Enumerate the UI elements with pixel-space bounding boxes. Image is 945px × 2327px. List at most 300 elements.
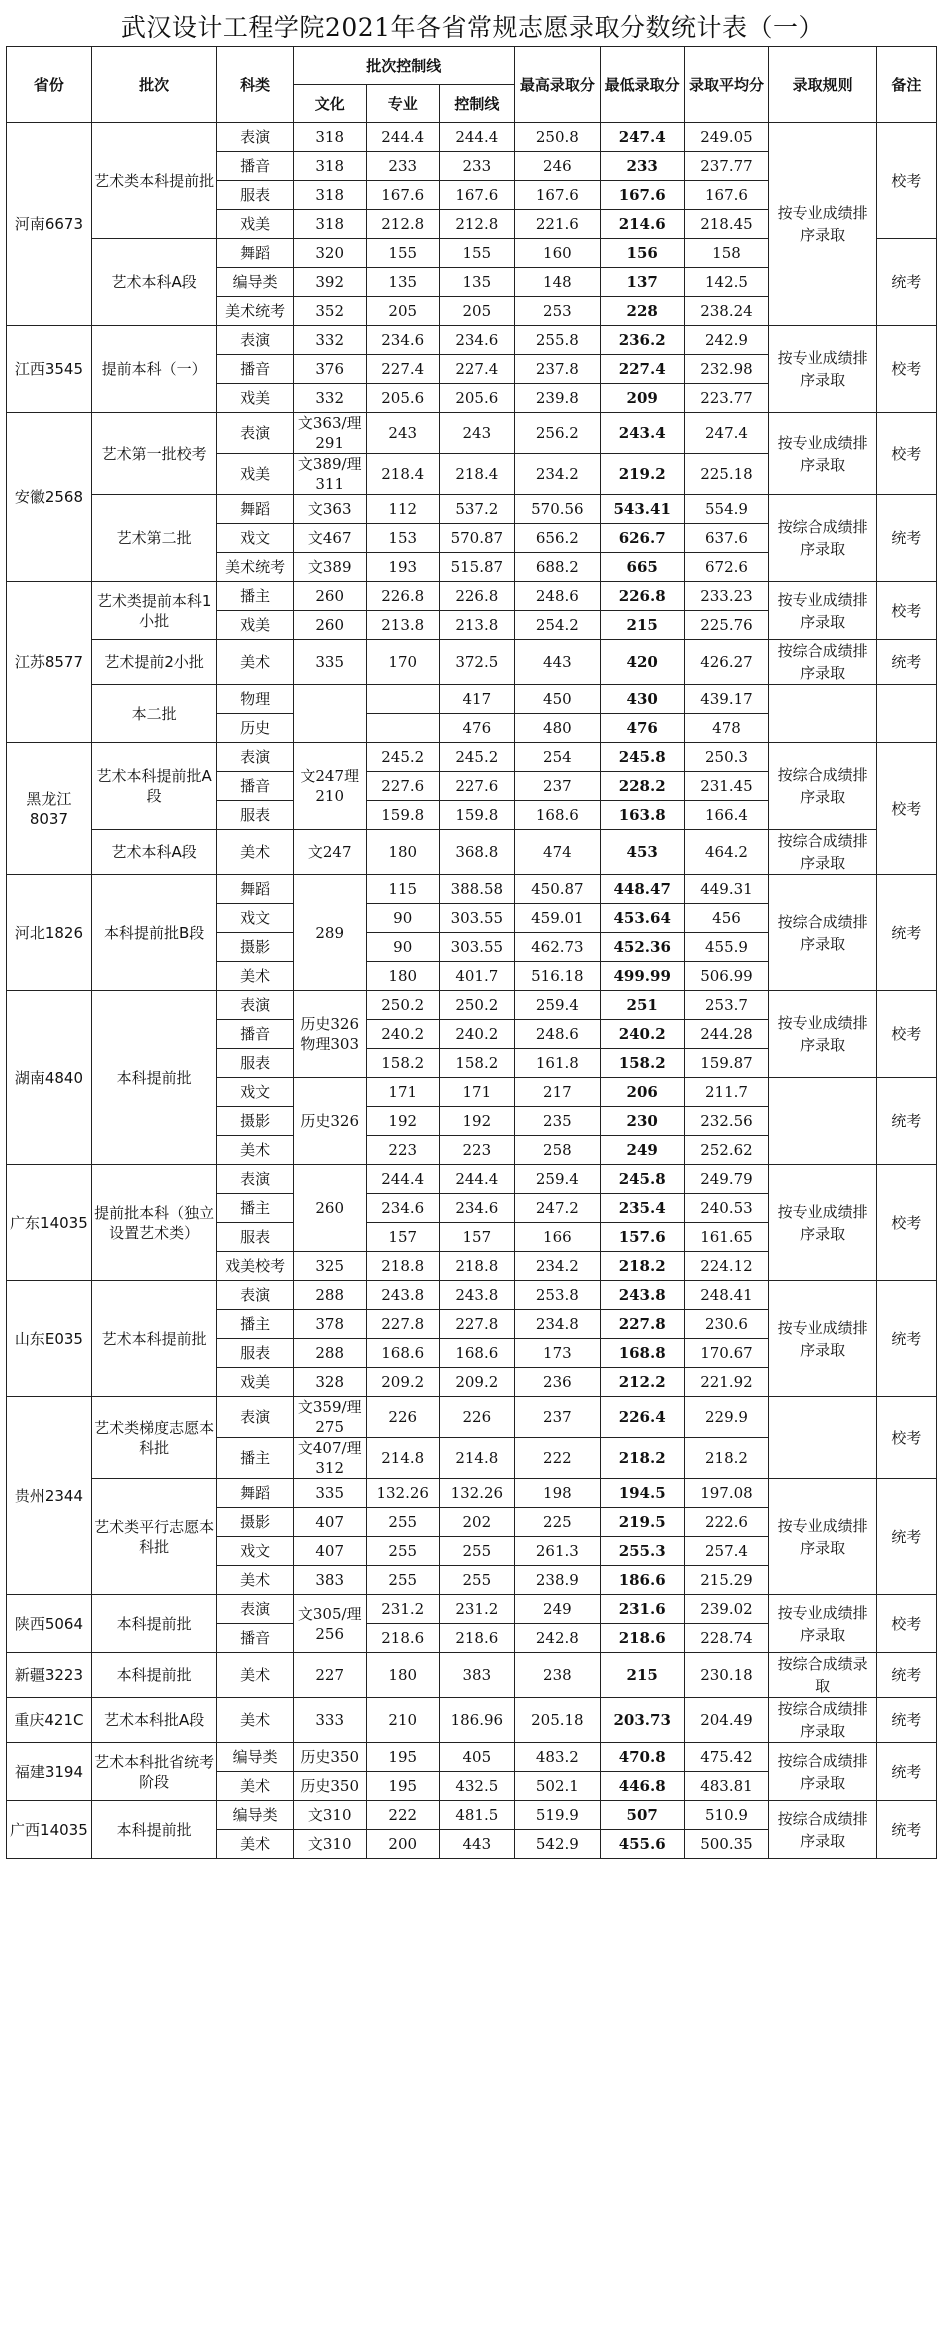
control-line-cell: 372.5 — [439, 640, 514, 685]
min-score-cell: 214.6 — [600, 210, 684, 239]
culture-cell: 335 — [293, 1479, 366, 1508]
province-cell: 陕西5064 — [7, 1595, 92, 1653]
min-score-cell: 247.4 — [600, 123, 684, 152]
table-row — [7, 685, 937, 714]
major-score-cell: 159.8 — [366, 801, 439, 830]
avg-score-cell: 456 — [684, 904, 769, 933]
culture-cell: 260 — [293, 611, 366, 640]
max-score-cell: 239.8 — [514, 384, 600, 413]
batch-cell: 本科提前批 — [91, 1595, 217, 1653]
table-row — [7, 640, 937, 685]
subject-cell: 播主 — [217, 1194, 293, 1223]
culture-cell: 318 — [293, 152, 366, 181]
rule-cell: 按综合成绩排序录取 — [769, 875, 876, 991]
rule-cell — [769, 685, 876, 743]
avg-score-cell: 510.9 — [684, 1801, 769, 1830]
major-score-cell: 223 — [366, 1136, 439, 1165]
max-score-cell: 462.73 — [514, 933, 600, 962]
control-line-cell: 255 — [439, 1537, 514, 1566]
control-line-cell: 223 — [439, 1136, 514, 1165]
control-line-cell: 192 — [439, 1107, 514, 1136]
avg-score-cell: 215.29 — [684, 1566, 769, 1595]
avg-score-cell: 253.7 — [684, 991, 769, 1020]
min-score-cell: 243.4 — [600, 413, 684, 454]
avg-score-cell: 500.35 — [684, 1830, 769, 1859]
avg-score-cell: 223.77 — [684, 384, 769, 413]
min-score-cell: 420 — [600, 640, 684, 685]
province-cell: 江苏8577 — [7, 582, 92, 743]
avg-score-cell: 249.79 — [684, 1165, 769, 1194]
remark-cell: 校考 — [876, 413, 936, 495]
max-score-cell: 237.8 — [514, 355, 600, 384]
max-score-cell: 234.2 — [514, 1252, 600, 1281]
subject-cell: 服表 — [217, 801, 293, 830]
control-line-cell: 255 — [439, 1566, 514, 1595]
culture-cell: 332 — [293, 384, 366, 413]
batch-cell: 艺术本科批A段 — [91, 1698, 217, 1743]
remark-cell: 校考 — [876, 326, 936, 413]
avg-score-cell: 506.99 — [684, 962, 769, 991]
min-score-cell: 156 — [600, 239, 684, 268]
major-score-cell: 227.8 — [366, 1310, 439, 1339]
culture-cell: 文363/理291 — [293, 413, 366, 454]
batch-cell: 艺术本科批省统考阶段 — [91, 1743, 217, 1801]
header-major: 专业 — [366, 85, 439, 123]
culture-cell: 407 — [293, 1508, 366, 1537]
culture-cell: 历史350 — [293, 1743, 366, 1772]
min-score-cell: 226.4 — [600, 1397, 684, 1438]
max-score-cell: 256.2 — [514, 413, 600, 454]
subject-cell: 美术 — [217, 962, 293, 991]
rule-cell: 按综合成绩排序录取 — [769, 1801, 876, 1859]
max-score-cell: 198 — [514, 1479, 600, 1508]
table-row — [7, 1653, 937, 1698]
min-score-cell: 167.6 — [600, 181, 684, 210]
remark-cell: 统考 — [876, 1801, 936, 1859]
major-score-cell: 233 — [366, 152, 439, 181]
header-max-score: 最高录取分 — [514, 47, 600, 123]
control-line-cell: 401.7 — [439, 962, 514, 991]
min-score-cell: 452.36 — [600, 933, 684, 962]
min-score-cell: 543.41 — [600, 495, 684, 524]
culture-cell: 376 — [293, 355, 366, 384]
major-score-cell: 240.2 — [366, 1020, 439, 1049]
subject-cell: 戏文 — [217, 1078, 293, 1107]
header-control-group: 批次控制线 — [293, 47, 514, 85]
avg-score-cell: 159.87 — [684, 1049, 769, 1078]
min-score-cell: 499.99 — [600, 962, 684, 991]
subject-cell: 舞蹈 — [217, 1479, 293, 1508]
subject-cell: 播主 — [217, 582, 293, 611]
major-score-cell: 180 — [366, 1653, 439, 1698]
rule-cell: 按综合成绩排序录取 — [769, 743, 876, 830]
subject-cell: 编导类 — [217, 268, 293, 297]
rule-cell: 按专业成绩排序录取 — [769, 326, 876, 413]
culture-cell: 文389/理311 — [293, 454, 366, 495]
remark-cell: 统考 — [876, 239, 936, 326]
major-score-cell: 245.2 — [366, 743, 439, 772]
subject-cell: 表演 — [217, 413, 293, 454]
culture-cell: 文467 — [293, 524, 366, 553]
min-score-cell: 243.8 — [600, 1281, 684, 1310]
major-score-cell: 168.6 — [366, 1339, 439, 1368]
province-cell: 新疆3223 — [7, 1653, 92, 1698]
remark-cell: 统考 — [876, 1743, 936, 1801]
control-line-cell: 205.6 — [439, 384, 514, 413]
rule-cell: 按综合成绩排序录取 — [769, 640, 876, 685]
remark-cell — [876, 685, 936, 743]
remark-cell: 统考 — [876, 1698, 936, 1743]
min-score-cell: 228 — [600, 297, 684, 326]
remark-cell: 校考 — [876, 123, 936, 239]
remark-cell: 校考 — [876, 1165, 936, 1281]
major-score-cell: 90 — [366, 904, 439, 933]
control-line-cell: 481.5 — [439, 1801, 514, 1830]
subject-cell: 表演 — [217, 743, 293, 772]
max-score-cell: 459.01 — [514, 904, 600, 933]
subject-cell: 美术统考 — [217, 297, 293, 326]
avg-score-cell: 483.81 — [684, 1772, 769, 1801]
min-score-cell: 158.2 — [600, 1049, 684, 1078]
subject-cell: 编导类 — [217, 1801, 293, 1830]
major-score-cell: 153 — [366, 524, 439, 553]
rule-cell: 按专业成绩排序录取 — [769, 991, 876, 1078]
province-cell: 黑龙江8037 — [7, 743, 92, 875]
max-score-cell: 248.6 — [514, 582, 600, 611]
min-score-cell: 218.2 — [600, 1438, 684, 1479]
min-score-cell: 228.2 — [600, 772, 684, 801]
header-rule: 录取规则 — [769, 47, 876, 123]
batch-cell: 艺术提前2小批 — [91, 640, 217, 685]
rule-cell: 按综合成绩排序录取 — [769, 1698, 876, 1743]
subject-cell: 美术 — [217, 1698, 293, 1743]
table-row — [7, 123, 937, 152]
avg-score-cell: 239.02 — [684, 1595, 769, 1624]
header-batch: 批次 — [91, 47, 217, 123]
max-score-cell: 688.2 — [514, 553, 600, 582]
table-row — [7, 1397, 937, 1438]
major-score-cell: 243.8 — [366, 1281, 439, 1310]
max-score-cell: 254 — [514, 743, 600, 772]
batch-cell: 艺术本科A段 — [91, 239, 217, 326]
max-score-cell: 516.18 — [514, 962, 600, 991]
max-score-cell: 249 — [514, 1595, 600, 1624]
major-score-cell: 170 — [366, 640, 439, 685]
control-line-cell: 368.8 — [439, 830, 514, 875]
header-control-line: 控制线 — [439, 85, 514, 123]
max-score-cell: 258 — [514, 1136, 600, 1165]
subject-cell: 表演 — [217, 326, 293, 355]
avg-score-cell: 221.92 — [684, 1368, 769, 1397]
control-line-cell: 218.4 — [439, 454, 514, 495]
major-score-cell: 115 — [366, 875, 439, 904]
rule-cell — [769, 1397, 876, 1479]
control-line-cell: 537.2 — [439, 495, 514, 524]
control-line-cell: 303.55 — [439, 904, 514, 933]
batch-cell: 本科提前批 — [91, 1801, 217, 1859]
culture-cell: 历史350 — [293, 1772, 366, 1801]
subject-cell: 编导类 — [217, 1743, 293, 1772]
max-score-cell: 234.8 — [514, 1310, 600, 1339]
culture-cell: 文310 — [293, 1830, 366, 1859]
min-score-cell: 470.8 — [600, 1743, 684, 1772]
control-line-cell: 213.8 — [439, 611, 514, 640]
header-min-score: 最低录取分 — [600, 47, 684, 123]
avg-score-cell: 248.41 — [684, 1281, 769, 1310]
culture-cell: 文359/理275 — [293, 1397, 366, 1438]
province-cell: 重庆421C — [7, 1698, 92, 1743]
major-score-cell: 255 — [366, 1566, 439, 1595]
batch-cell: 艺术本科提前批A段 — [91, 743, 217, 830]
subject-cell: 美术统考 — [217, 553, 293, 582]
max-score-cell: 483.2 — [514, 1743, 600, 1772]
max-score-cell: 167.6 — [514, 181, 600, 210]
max-score-cell: 450 — [514, 685, 600, 714]
subject-cell: 摄影 — [217, 1508, 293, 1537]
subject-cell: 戏美 — [217, 454, 293, 495]
major-score-cell: 195 — [366, 1743, 439, 1772]
major-score-cell: 250.2 — [366, 991, 439, 1020]
max-score-cell: 248.6 — [514, 1020, 600, 1049]
avg-score-cell: 249.05 — [684, 123, 769, 152]
avg-score-cell: 238.24 — [684, 297, 769, 326]
page-title: 武汉设计工程学院2021年各省常规志愿录取分数统计表（一） — [120, 13, 825, 42]
rule-cell: 按专业成绩排序录取 — [769, 1595, 876, 1653]
control-line-cell: 132.26 — [439, 1479, 514, 1508]
culture-cell: 文363 — [293, 495, 366, 524]
subject-cell: 舞蹈 — [217, 495, 293, 524]
culture-cell: 227 — [293, 1653, 366, 1698]
avg-score-cell: 218.45 — [684, 210, 769, 239]
max-score-cell: 217 — [514, 1078, 600, 1107]
major-score-cell: 227.6 — [366, 772, 439, 801]
avg-score-cell: 232.98 — [684, 355, 769, 384]
min-score-cell: 249 — [600, 1136, 684, 1165]
culture-cell: 文407/理312 — [293, 1438, 366, 1479]
major-score-cell: 210 — [366, 1698, 439, 1743]
avg-score-cell: 142.5 — [684, 268, 769, 297]
avg-score-cell: 167.6 — [684, 181, 769, 210]
avg-score-cell: 230.18 — [684, 1653, 769, 1698]
rule-cell: 按专业成绩排序录取 — [769, 1165, 876, 1281]
max-score-cell: 259.4 — [514, 1165, 600, 1194]
culture-cell: 335 — [293, 640, 366, 685]
max-score-cell: 656.2 — [514, 524, 600, 553]
max-score-cell: 502.1 — [514, 1772, 600, 1801]
control-line-cell: 186.96 — [439, 1698, 514, 1743]
major-score-cell: 244.4 — [366, 123, 439, 152]
batch-cell: 艺术类提前本科1小批 — [91, 582, 217, 640]
min-score-cell: 168.8 — [600, 1339, 684, 1368]
avg-score-cell: 250.3 — [684, 743, 769, 772]
max-score-cell: 205.18 — [514, 1698, 600, 1743]
province-cell: 福建3194 — [7, 1743, 92, 1801]
major-score-cell: 226.8 — [366, 582, 439, 611]
remark-cell: 校考 — [876, 743, 936, 875]
culture-cell: 392 — [293, 268, 366, 297]
province-cell: 河南6673 — [7, 123, 92, 326]
avg-score-cell: 224.12 — [684, 1252, 769, 1281]
subject-cell: 表演 — [217, 123, 293, 152]
min-score-cell: 219.2 — [600, 454, 684, 495]
batch-cell: 提前批本科（独立设置艺术类） — [91, 1165, 217, 1281]
major-score-cell: 112 — [366, 495, 439, 524]
subject-cell: 服表 — [217, 1339, 293, 1368]
culture-cell: 378 — [293, 1310, 366, 1339]
score-table — [6, 46, 937, 1859]
control-line-cell: 218.8 — [439, 1252, 514, 1281]
avg-score-cell: 229.9 — [684, 1397, 769, 1438]
table-row — [7, 582, 937, 611]
min-score-cell: 455.6 — [600, 1830, 684, 1859]
remark-cell: 统考 — [876, 1479, 936, 1595]
subject-cell: 戏美校考 — [217, 1252, 293, 1281]
min-score-cell: 446.8 — [600, 1772, 684, 1801]
remark-cell: 校考 — [876, 1595, 936, 1653]
avg-score-cell: 455.9 — [684, 933, 769, 962]
min-score-cell: 240.2 — [600, 1020, 684, 1049]
max-score-cell: 168.6 — [514, 801, 600, 830]
major-score-cell: 157 — [366, 1223, 439, 1252]
min-score-cell: 251 — [600, 991, 684, 1020]
avg-score-cell: 449.31 — [684, 875, 769, 904]
avg-score-cell: 232.56 — [684, 1107, 769, 1136]
culture-cell: 352 — [293, 297, 366, 326]
subject-cell: 表演 — [217, 1595, 293, 1624]
avg-score-cell: 222.6 — [684, 1508, 769, 1537]
control-line-cell: 243.8 — [439, 1281, 514, 1310]
min-score-cell: 245.8 — [600, 743, 684, 772]
rule-cell: 按专业成绩排序录取 — [769, 413, 876, 495]
header-avg-score: 录取平均分 — [684, 47, 769, 123]
control-line-cell: 515.87 — [439, 553, 514, 582]
table-row — [7, 1595, 937, 1624]
major-score-cell: 90 — [366, 933, 439, 962]
subject-cell: 戏美 — [217, 611, 293, 640]
culture-cell: 历史326 — [293, 1078, 366, 1165]
culture-cell: 260 — [293, 1165, 366, 1252]
control-line-cell: 231.2 — [439, 1595, 514, 1624]
table-row — [7, 413, 937, 454]
province-cell: 广西14035 — [7, 1801, 92, 1859]
culture-cell: 325 — [293, 1252, 366, 1281]
remark-cell: 校考 — [876, 991, 936, 1078]
avg-score-cell: 672.6 — [684, 553, 769, 582]
max-score-cell: 238 — [514, 1653, 600, 1698]
min-score-cell: 218.6 — [600, 1624, 684, 1653]
culture-cell: 288 — [293, 1339, 366, 1368]
culture-cell: 文389 — [293, 553, 366, 582]
table-row — [7, 1281, 937, 1310]
control-line-cell: 405 — [439, 1743, 514, 1772]
avg-score-cell: 228.74 — [684, 1624, 769, 1653]
subject-cell: 美术 — [217, 830, 293, 875]
major-score-cell: 214.8 — [366, 1438, 439, 1479]
table-row — [7, 830, 937, 875]
avg-score-cell: 464.2 — [684, 830, 769, 875]
header-culture: 文化 — [293, 85, 366, 123]
subject-cell: 播主 — [217, 1310, 293, 1339]
subject-cell: 舞蹈 — [217, 239, 293, 268]
major-score-cell: 234.6 — [366, 326, 439, 355]
table-row — [7, 495, 937, 524]
batch-cell: 本二批 — [91, 685, 217, 743]
table-body — [7, 123, 937, 1859]
batch-cell: 提前本科（一） — [91, 326, 217, 413]
control-line-cell: 218.6 — [439, 1624, 514, 1653]
culture-cell: 318 — [293, 210, 366, 239]
table-row — [7, 326, 937, 355]
control-line-cell: 135 — [439, 268, 514, 297]
avg-score-cell: 225.76 — [684, 611, 769, 640]
major-score-cell: 212.8 — [366, 210, 439, 239]
avg-score-cell: 247.4 — [684, 413, 769, 454]
subject-cell: 摄影 — [217, 1107, 293, 1136]
culture-cell: 332 — [293, 326, 366, 355]
subject-cell: 美术 — [217, 1566, 293, 1595]
min-score-cell: 218.2 — [600, 1252, 684, 1281]
subject-cell: 物理 — [217, 685, 293, 714]
subject-cell: 美术 — [217, 1136, 293, 1165]
min-score-cell: 665 — [600, 553, 684, 582]
avg-score-cell: 211.7 — [684, 1078, 769, 1107]
major-score-cell: 180 — [366, 830, 439, 875]
subject-cell: 美术 — [217, 1772, 293, 1801]
major-score-cell: 205 — [366, 297, 439, 326]
control-line-cell: 234.6 — [439, 1194, 514, 1223]
max-score-cell: 237 — [514, 1397, 600, 1438]
rule-cell: 按综合成绩排序录取 — [769, 1743, 876, 1801]
min-score-cell: 163.8 — [600, 801, 684, 830]
control-line-cell: 476 — [439, 714, 514, 743]
min-score-cell: 231.6 — [600, 1595, 684, 1624]
avg-score-cell: 257.4 — [684, 1537, 769, 1566]
avg-score-cell: 554.9 — [684, 495, 769, 524]
rule-cell — [769, 1078, 876, 1165]
avg-score-cell: 475.42 — [684, 1743, 769, 1772]
subject-cell: 戏文 — [217, 524, 293, 553]
avg-score-cell: 426.27 — [684, 640, 769, 685]
control-line-cell: 227.6 — [439, 772, 514, 801]
max-score-cell: 237 — [514, 772, 600, 801]
culture-cell: 407 — [293, 1537, 366, 1566]
subject-cell: 播音 — [217, 1020, 293, 1049]
remark-cell: 统考 — [876, 1653, 936, 1698]
control-line-cell: 227.4 — [439, 355, 514, 384]
table-row — [7, 991, 937, 1020]
control-line-cell: 202 — [439, 1508, 514, 1537]
control-line-cell: 209.2 — [439, 1368, 514, 1397]
control-line-cell: 570.87 — [439, 524, 514, 553]
min-score-cell: 453.64 — [600, 904, 684, 933]
major-score-cell: 234.6 — [366, 1194, 439, 1223]
culture-cell: 318 — [293, 123, 366, 152]
min-score-cell: 227.4 — [600, 355, 684, 384]
major-score-cell: 167.6 — [366, 181, 439, 210]
subject-cell: 戏文 — [217, 1537, 293, 1566]
major-score-cell: 222 — [366, 1801, 439, 1830]
culture-cell: 文305/理256 — [293, 1595, 366, 1653]
major-score-cell: 218.8 — [366, 1252, 439, 1281]
min-score-cell: 194.5 — [600, 1479, 684, 1508]
culture-cell: 318 — [293, 181, 366, 210]
max-score-cell: 221.6 — [514, 210, 600, 239]
header-province: 省份 — [7, 47, 92, 123]
subject-cell: 表演 — [217, 1165, 293, 1194]
batch-cell: 艺术第一批校考 — [91, 413, 217, 495]
major-score-cell: 255 — [366, 1537, 439, 1566]
max-score-cell: 253.8 — [514, 1281, 600, 1310]
